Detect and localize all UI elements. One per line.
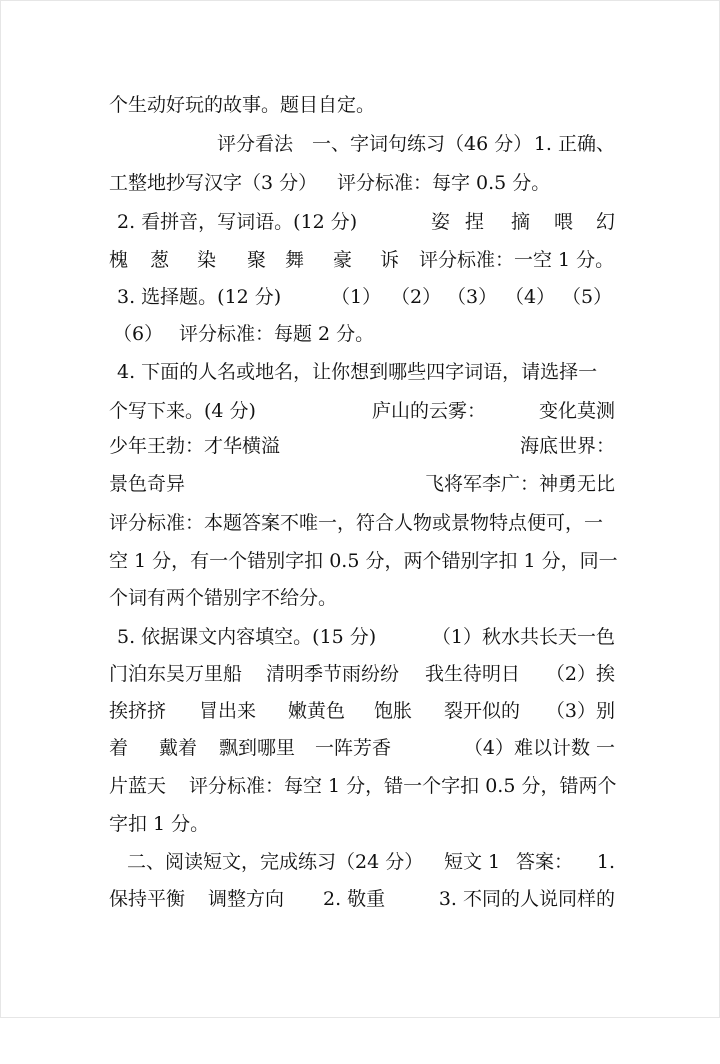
text-segment: 嫩黄色 <box>288 700 346 722</box>
text-segment: 染 <box>197 249 217 271</box>
text-segment: 清明季节雨纷纷 <box>266 663 400 685</box>
text-segment: 字扣 1 分。 <box>109 813 210 835</box>
text-line <box>109 319 615 349</box>
text-line <box>109 847 615 877</box>
text-segment: 豪 <box>333 249 353 271</box>
text-segment: （1） <box>331 286 382 308</box>
text-segment: 4. 下面的人名或地名，让你想到哪些四字词语，请选择一 <box>117 361 598 383</box>
text-line <box>109 809 615 839</box>
text-line <box>109 469 615 499</box>
text-segment: 一阵芳香 <box>315 737 392 759</box>
text-segment: 评分标准：每空 1 分，错一个字扣 0.5 分，错两个 <box>189 775 617 797</box>
text-segment: （2）挨 <box>545 663 615 685</box>
text-segment: 挨挤挤 <box>109 700 167 722</box>
text-segment: 答案： <box>516 851 574 873</box>
text-segment: 个写下来。(4 分) <box>109 400 256 422</box>
text-segment: 5. 依据课文内容填空。(15 分) <box>117 626 377 648</box>
text-segment: 着 <box>109 737 129 759</box>
text-segment: 戴着 <box>159 737 198 759</box>
text-segment: 短文 1 <box>444 851 501 873</box>
text-segment: 变化莫测 <box>538 400 615 422</box>
text-segment: 景色奇异 <box>109 473 186 495</box>
text-segment: 飘到哪里 <box>219 737 296 759</box>
text-segment: 个生动好玩的故事。题目自定。 <box>109 94 376 116</box>
text-segment: （3） <box>447 286 498 308</box>
text-segment: （5） <box>562 286 613 308</box>
text-segment: 评分标准：一空 1 分。 <box>419 249 615 271</box>
text-line <box>109 357 615 387</box>
text-segment: 评分标准：每题 2 分。 <box>179 323 375 345</box>
text-segment: 聚 <box>247 249 267 271</box>
text-line <box>109 245 615 275</box>
text-line <box>109 771 615 801</box>
text-line <box>109 733 615 763</box>
text-segment: （1）秋水共长天一色 <box>431 626 615 648</box>
text-line <box>109 168 615 198</box>
text-segment: 评分标准：本题答案不唯一，符合人物或景物特点便可，一 <box>109 512 604 534</box>
text-segment: 舞 <box>285 249 305 271</box>
text-segment: （3）别 <box>545 700 615 722</box>
text-segment: 槐 <box>109 249 129 271</box>
text-segment: 裂开似的 <box>444 700 521 722</box>
text-segment: （6） <box>113 323 164 345</box>
text-line <box>109 659 615 689</box>
text-segment: 工整地抄写汉字（3 分） <box>109 172 318 194</box>
text-segment: 葱 <box>150 249 170 271</box>
text-line <box>109 583 615 613</box>
text-segment: 保持平衡 <box>109 888 186 910</box>
text-segment: 姿 <box>431 211 451 233</box>
text-line <box>109 207 615 237</box>
text-line <box>109 431 615 461</box>
text-segment: 饱胀 <box>374 700 413 722</box>
text-segment: 2. 看拼音，写词语。(12 分) <box>117 211 358 233</box>
text-segment: 评分看法 <box>217 133 294 155</box>
text-segment: 评分标准：每字 0.5 分。 <box>337 172 551 194</box>
text-line <box>109 90 615 120</box>
text-segment: （4）难以计数 一 <box>463 737 615 759</box>
text-line <box>109 282 615 312</box>
text-segment: 1. <box>596 851 615 873</box>
text-segment: 庐山的云雾： <box>372 400 487 422</box>
text-segment: 2. 敬重 <box>323 888 386 910</box>
text-segment: 1. 正确、 <box>533 133 615 155</box>
text-segment: 海底世界： <box>519 435 615 457</box>
text-segment: 二、阅读短文，完成练习（24 分） <box>127 851 424 873</box>
text-segment: 空 1 分，有一个错别字扣 0.5 分，两个错别字扣 1 分，同一 <box>109 550 618 572</box>
text-segment: 捏 <box>465 211 485 233</box>
text-segment: 飞将军李广：神勇无比 <box>424 473 615 495</box>
text-line <box>109 546 618 576</box>
text-segment: 3. 不同的人说同样的 <box>438 888 615 910</box>
text-segment: 少年王勃：才华横溢 <box>109 435 281 457</box>
text-segment: 调整方向 <box>208 888 285 910</box>
text-line <box>109 396 615 426</box>
text-segment: 片蓝天 <box>109 775 167 797</box>
text-segment: 冒出来 <box>199 700 257 722</box>
text-line <box>109 622 615 652</box>
text-segment: 3. 选择题。(12 分) <box>117 286 282 308</box>
text-segment: 个词有两个错别字不给分。 <box>109 587 338 609</box>
text-line <box>109 508 615 538</box>
text-segment: 幻 <box>596 211 616 233</box>
text-segment: 喂 <box>554 211 574 233</box>
text-segment: 门泊东吴万里船 <box>109 663 243 685</box>
text-segment: （2） <box>391 286 442 308</box>
text-segment: 摘 <box>511 211 531 233</box>
text-line <box>109 696 615 726</box>
text-segment: 我生待明日 <box>425 663 521 685</box>
text-segment: 一、字词句练习（46 分） <box>312 133 533 155</box>
text-line <box>109 129 615 159</box>
text-line <box>109 884 615 914</box>
text-segment: （4） <box>505 286 556 308</box>
text-segment: 诉 <box>380 249 400 271</box>
